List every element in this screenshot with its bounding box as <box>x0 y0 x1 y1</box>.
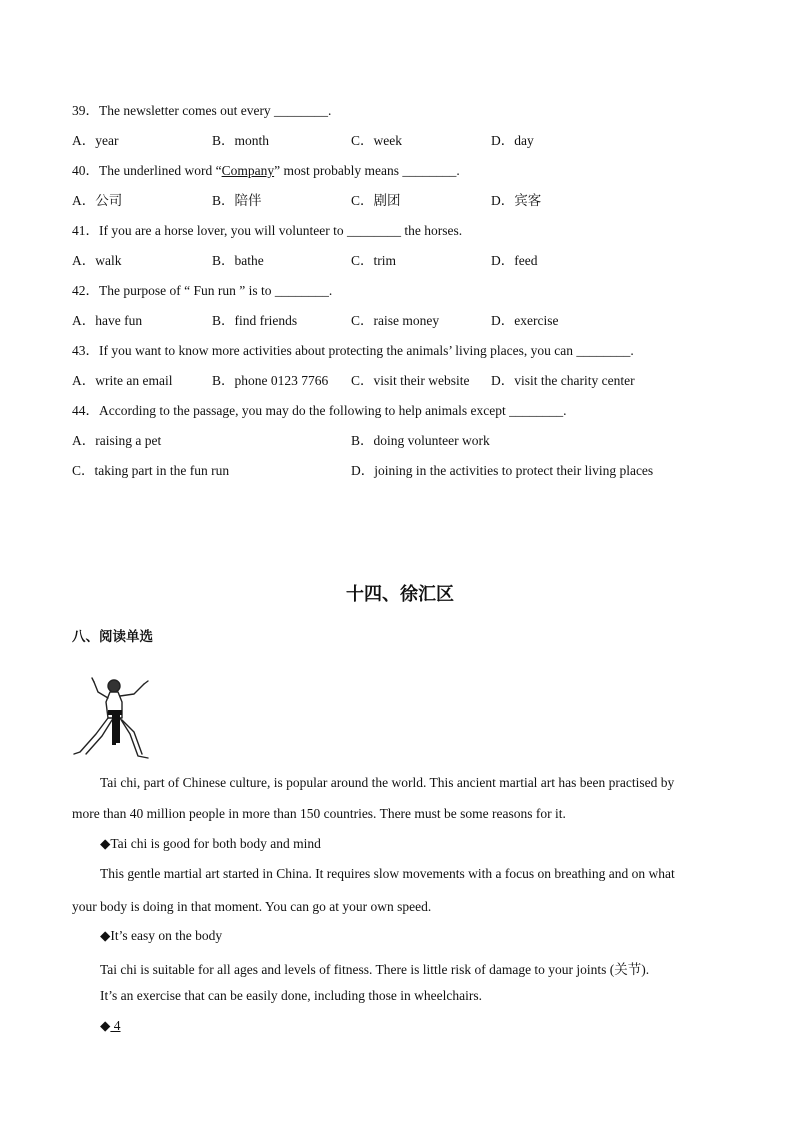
option-a: A．公司 <box>72 193 123 208</box>
option-b: B．phone 0123 7766 <box>212 373 329 388</box>
section-title: 十四、徐汇区 <box>346 584 454 605</box>
option-b: B．month <box>212 133 270 148</box>
option-c: C．visit their website <box>351 373 470 388</box>
option-d: D．joining in the activities to protect their living places <box>351 463 654 478</box>
passage-heading: ◆It’s easy on the body <box>100 928 223 943</box>
passage-line: This gentle martial art started in China. It requires slow movements with a focus on breathing and on what <box>100 866 675 881</box>
question-43: 43．If you want to know more activities about protecting the animals’ living places, you can ________. <box>72 343 634 358</box>
option-d: D．exercise <box>491 313 559 328</box>
question-41: 41．If you are a horse lover, you will volunteer to ________ the horses. <box>72 223 463 238</box>
question-40-pre: 40．The underlined word “ <box>72 163 222 178</box>
option-a: A．write an email <box>72 373 173 388</box>
passage-line: Tai chi is suitable for all ages and levels of fitness. There is little risk of damage to your joints (关节). <box>100 962 650 977</box>
sub-title: 八、阅读单选 <box>72 629 153 645</box>
option-b: B．陪伴 <box>212 193 262 208</box>
diamond-bullet: ◆ <box>100 1018 111 1033</box>
underlined-word: Company <box>221 163 275 178</box>
option-d: D．visit the charity center <box>491 373 635 388</box>
option-a: A．have fun <box>72 313 143 328</box>
option-d: D．feed <box>491 253 538 268</box>
option-d: D．宾客 <box>491 193 542 208</box>
option-c: C．剧团 <box>351 193 401 208</box>
option-d: D．day <box>491 133 534 148</box>
option-c: C．raise money <box>351 313 440 328</box>
passage-line: Tai chi, part of Chinese culture, is popular around the world. This ancient martial art has been practised by <box>100 775 675 790</box>
passage-line: your body is doing in that moment. You can go at your own speed. <box>72 899 432 914</box>
passage-heading-blank <box>100 1018 121 1034</box>
tai-chi-figure-illustration <box>72 672 158 762</box>
question-40-post: ” most probably means ________. <box>274 163 460 178</box>
option-c: C．taking part in the fun run <box>72 463 230 478</box>
question-42: 42．The purpose of “ Fun run ” is to ________. <box>72 283 333 298</box>
question-44: 44．According to the passage, you may do the following to help animals except ________. <box>72 403 567 418</box>
question-39: 39．The newsletter comes out every ________. <box>72 103 332 118</box>
option-c: C．week <box>351 133 402 148</box>
option-b: B．find friends <box>212 313 298 328</box>
passage-heading: ◆Tai chi is good for both body and mind <box>100 836 321 851</box>
option-b: B．bathe <box>212 253 264 268</box>
option-a: A．year <box>72 133 119 148</box>
option-a: A．walk <box>72 253 122 268</box>
option-b: B．doing volunteer work <box>351 433 490 448</box>
passage-line: It’s an exercise that can be easily done, including those in wheelchairs. <box>100 988 482 1003</box>
option-c: C．trim <box>351 253 397 268</box>
question-40 <box>72 159 460 179</box>
option-a: A．raising a pet <box>72 433 162 448</box>
blank-4: 4 <box>110 1018 121 1033</box>
passage-line: more than 40 million people in more than 150 countries. There must be some reasons for it. <box>72 806 566 821</box>
